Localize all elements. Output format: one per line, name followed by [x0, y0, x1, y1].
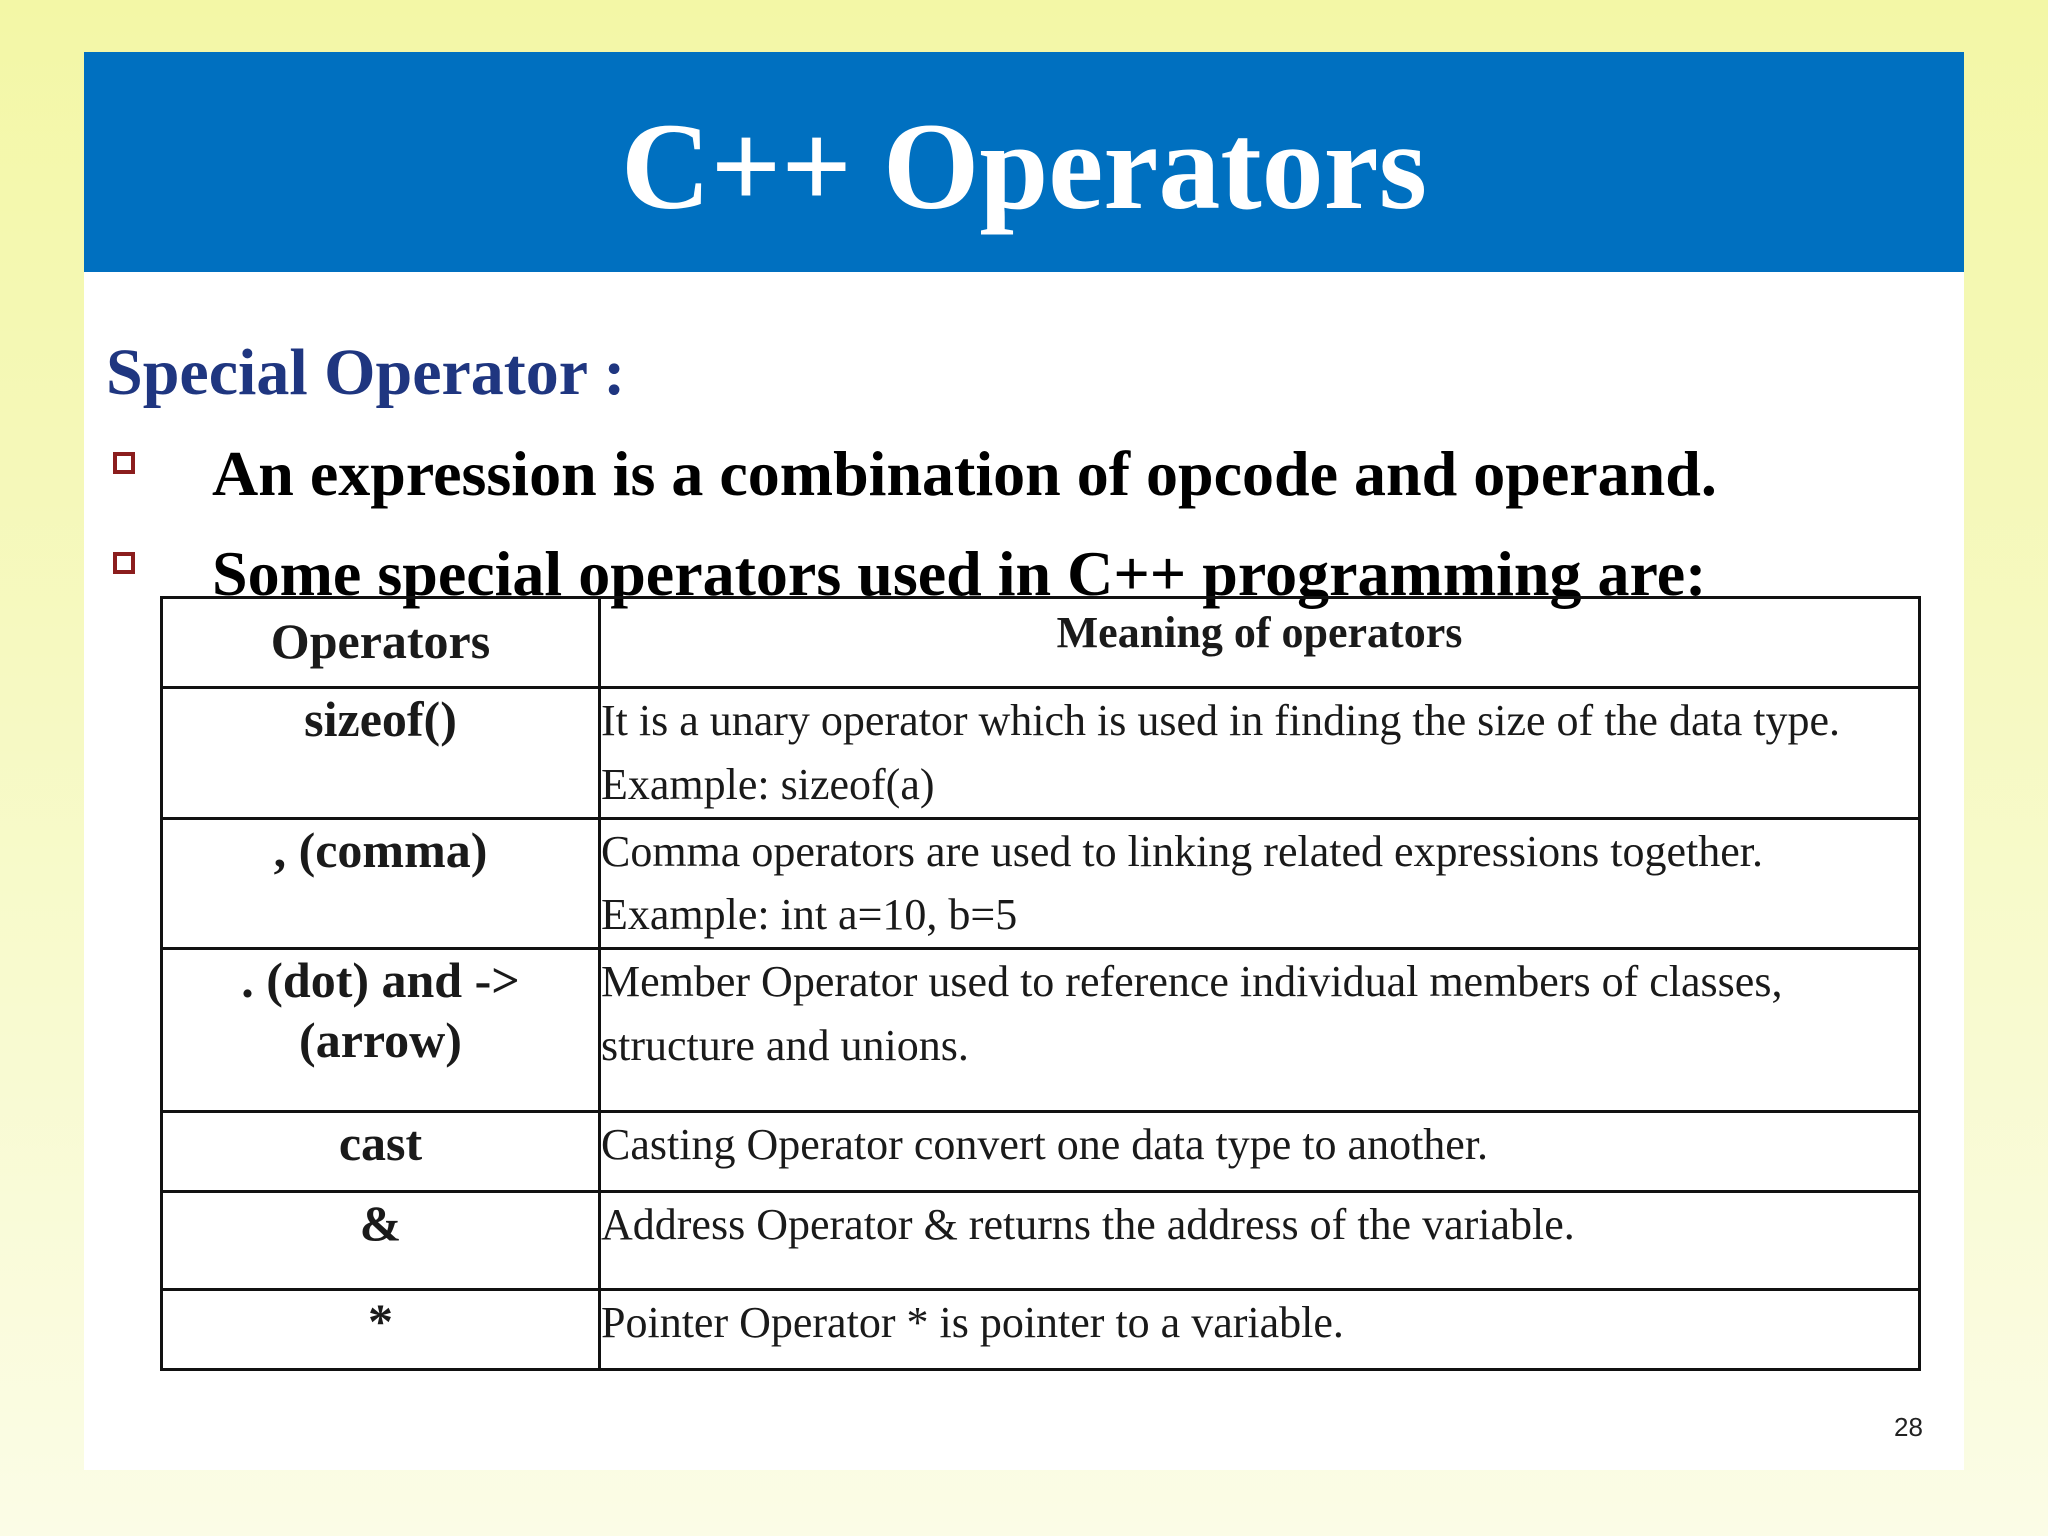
section-heading: Special Operator :: [106, 336, 626, 409]
meaning-text: Address Operator & returns the address of the variable.: [601, 1200, 1575, 1250]
table-row: [162, 1112, 1920, 1192]
meaning-text: Comma operators are used to linking related expressions together.: [601, 826, 1764, 876]
column-header-operators: Operators: [162, 598, 600, 688]
meaning-cell: [600, 688, 1920, 819]
operator-cell: [162, 1192, 600, 1290]
table-header-row: [162, 598, 1920, 688]
table-row: [162, 1192, 1920, 1290]
meaning-cell: [600, 1192, 1920, 1290]
meaning-text: Example: sizeof(a): [601, 759, 935, 809]
meaning-cell: [600, 1112, 1920, 1192]
bullet-item: [84, 438, 1964, 542]
operator-cell: [162, 1290, 600, 1370]
bullet-text: Some special operators used in C++ programming are:: [212, 538, 1707, 609]
meaning-text: Example: int a=10, b=5: [601, 890, 1018, 940]
slide-title: C++ Operators: [621, 98, 1427, 235]
page-number: 28: [1894, 1412, 1923, 1442]
operator-text: (arrow): [299, 1012, 462, 1069]
column-header-meaning: Meaning of operators: [600, 598, 1920, 688]
operator-cell: [162, 818, 600, 949]
hollow-square-bullet-icon: [113, 552, 135, 574]
meaning-text: structure and unions.: [601, 1020, 969, 1070]
operator-text: sizeof(): [304, 691, 457, 747]
table-body: [162, 688, 1920, 1370]
operators-table: [160, 596, 1921, 1371]
meaning-cell: [600, 818, 1920, 949]
operator-text: , (comma): [273, 821, 488, 878]
meaning-text: It is a unary operator which is used in finding the size of the data type.: [601, 696, 1840, 745]
bullet-text: An expression is a combination of opcode and operand.: [212, 438, 1717, 509]
operator-cell: [162, 949, 600, 1112]
table-row: [162, 818, 1920, 949]
table-row: [162, 949, 1920, 1112]
table-row: [162, 688, 1920, 819]
operator-text: &: [359, 1195, 402, 1252]
table-row: [162, 1290, 1920, 1370]
operator-text: . (dot) and ->: [241, 952, 520, 1009]
title-bar: [84, 52, 1964, 272]
meaning-text: Casting Operator convert one data type to another.: [601, 1120, 1489, 1170]
meaning-cell: [600, 1290, 1920, 1370]
meaning-text: Pointer Operator * is pointer to a variable.: [601, 1298, 1344, 1348]
operator-cell: [162, 688, 600, 819]
operator-text: cast: [338, 1115, 423, 1172]
meaning-cell: [600, 949, 1920, 1112]
operator-cell: [162, 1112, 600, 1192]
slide: [84, 52, 1964, 1470]
operator-text: *: [368, 1293, 393, 1350]
meaning-text: Member Operator used to reference individual members of classes,: [601, 957, 1783, 1007]
hollow-square-bullet-icon: [113, 452, 135, 474]
